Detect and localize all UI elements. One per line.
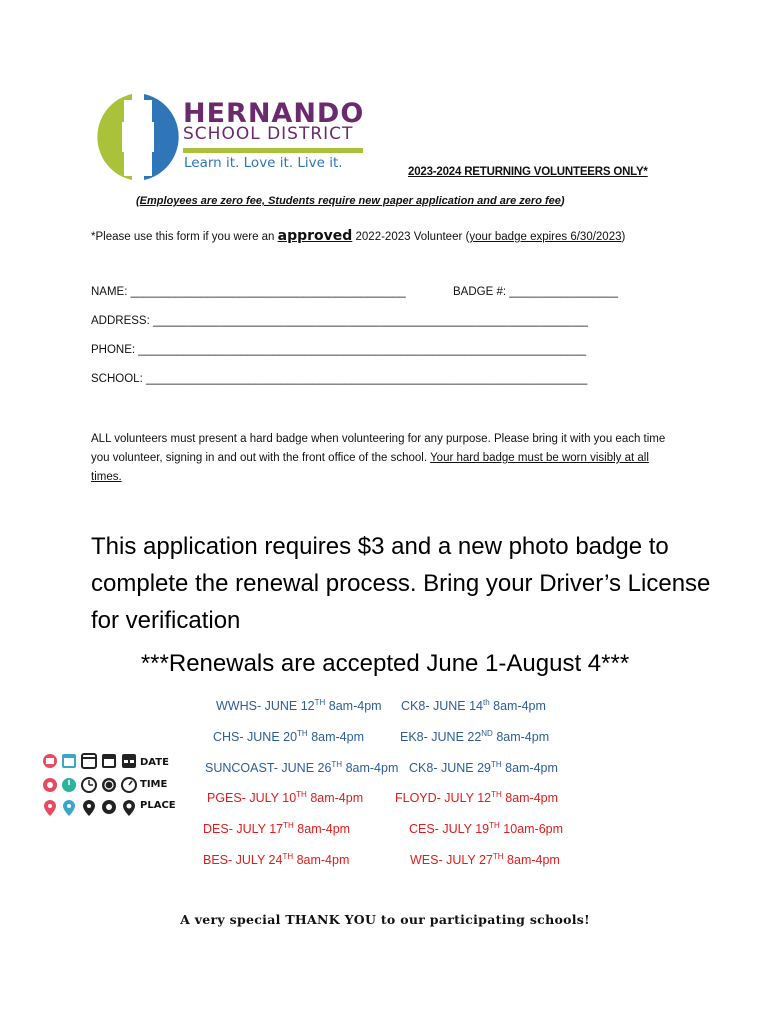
time-label: TIME	[140, 779, 168, 790]
name-field[interactable]: NAME: ___________________________________________	[91, 286, 406, 298]
schedule-entry: EK8- JUNE 22ND 8am-4pm	[400, 729, 550, 745]
schedule-entry: CHS- JUNE 20TH 8am-4pm	[213, 729, 364, 745]
badge-number-field[interactable]: BADGE #: _________________	[453, 286, 618, 298]
phone-field[interactable]: PHONE: ______________________________________________________________________	[91, 344, 586, 356]
renewal-window: ***Renewals are accepted June 1-August 4***	[140, 650, 630, 677]
schedule-entry: WES- JULY 27TH 8am-4pm	[410, 852, 560, 868]
application-requirements: This application requires $3 and a new photo badge to complete the renewal process. Bring your Driver’s License for verification	[91, 533, 711, 634]
fee-note: (Employees are zero fee, Students require new paper application and are zero fee)	[136, 195, 565, 207]
logo-name: HERNANDO	[183, 98, 365, 129]
logo-subtitle: SCHOOL DISTRICT	[183, 124, 354, 144]
calendar-icon	[43, 754, 136, 768]
returning-volunteers-heading: 2023-2024 RETURNING VOLUNTEERS ONLY*	[408, 166, 648, 178]
schedule-entry: CK8- JUNE 29TH 8am-4pm	[409, 760, 558, 776]
place-label: PLACE	[140, 800, 176, 811]
address-field[interactable]: ADDRESS: ____________________________________________________________________	[91, 315, 588, 327]
schedule-entry: WWHS- JUNE 12TH 8am-4pm	[216, 698, 382, 714]
date-label: DATE	[140, 757, 169, 768]
schedule-entry: DES- JULY 17TH 8am-4pm	[203, 821, 351, 837]
schedule-entry: SUNCOAST- JUNE 26TH 8am-4pm	[205, 760, 399, 776]
logo-divider	[183, 148, 363, 153]
approved-instruction: *Please use this form if you were an approved 2022-2023 Volunteer (your badge expires 6/30/2023)	[91, 228, 626, 244]
schedule-entry: FLOYD- JULY 12TH 8am-4pm	[395, 790, 559, 806]
schedule-entry: BES- JULY 24TH 8am-4pm	[203, 852, 350, 868]
schedule-entry: PGES- JULY 10TH 8am-4pm	[207, 790, 364, 806]
schedule-entry: CK8- JUNE 14th 8am-4pm	[401, 698, 546, 714]
hard-badge-paragraph: ALL volunteers must present a hard badge when volunteering for any purpose. Please bring it with you each time you volunteer, signing in and out with the front office of the school. Your hard badge must be worn visibly at all times.	[91, 433, 666, 483]
thank-you-note: A very special THANK YOU to our participating schools!	[180, 912, 590, 927]
clock-icon	[43, 778, 136, 792]
schedule-entry: CES- JULY 19TH 10am-6pm	[409, 821, 564, 837]
logo-tagline: Learn it. Love it. Live it.	[184, 155, 343, 171]
location-pin-icon	[44, 800, 135, 816]
hard-badge-requirement: Your hard badge must be worn visibly at all times.	[91, 452, 649, 483]
approved-word: approved	[277, 228, 353, 244]
school-field[interactable]: SCHOOL: _____________________________________________________________________	[91, 373, 588, 385]
